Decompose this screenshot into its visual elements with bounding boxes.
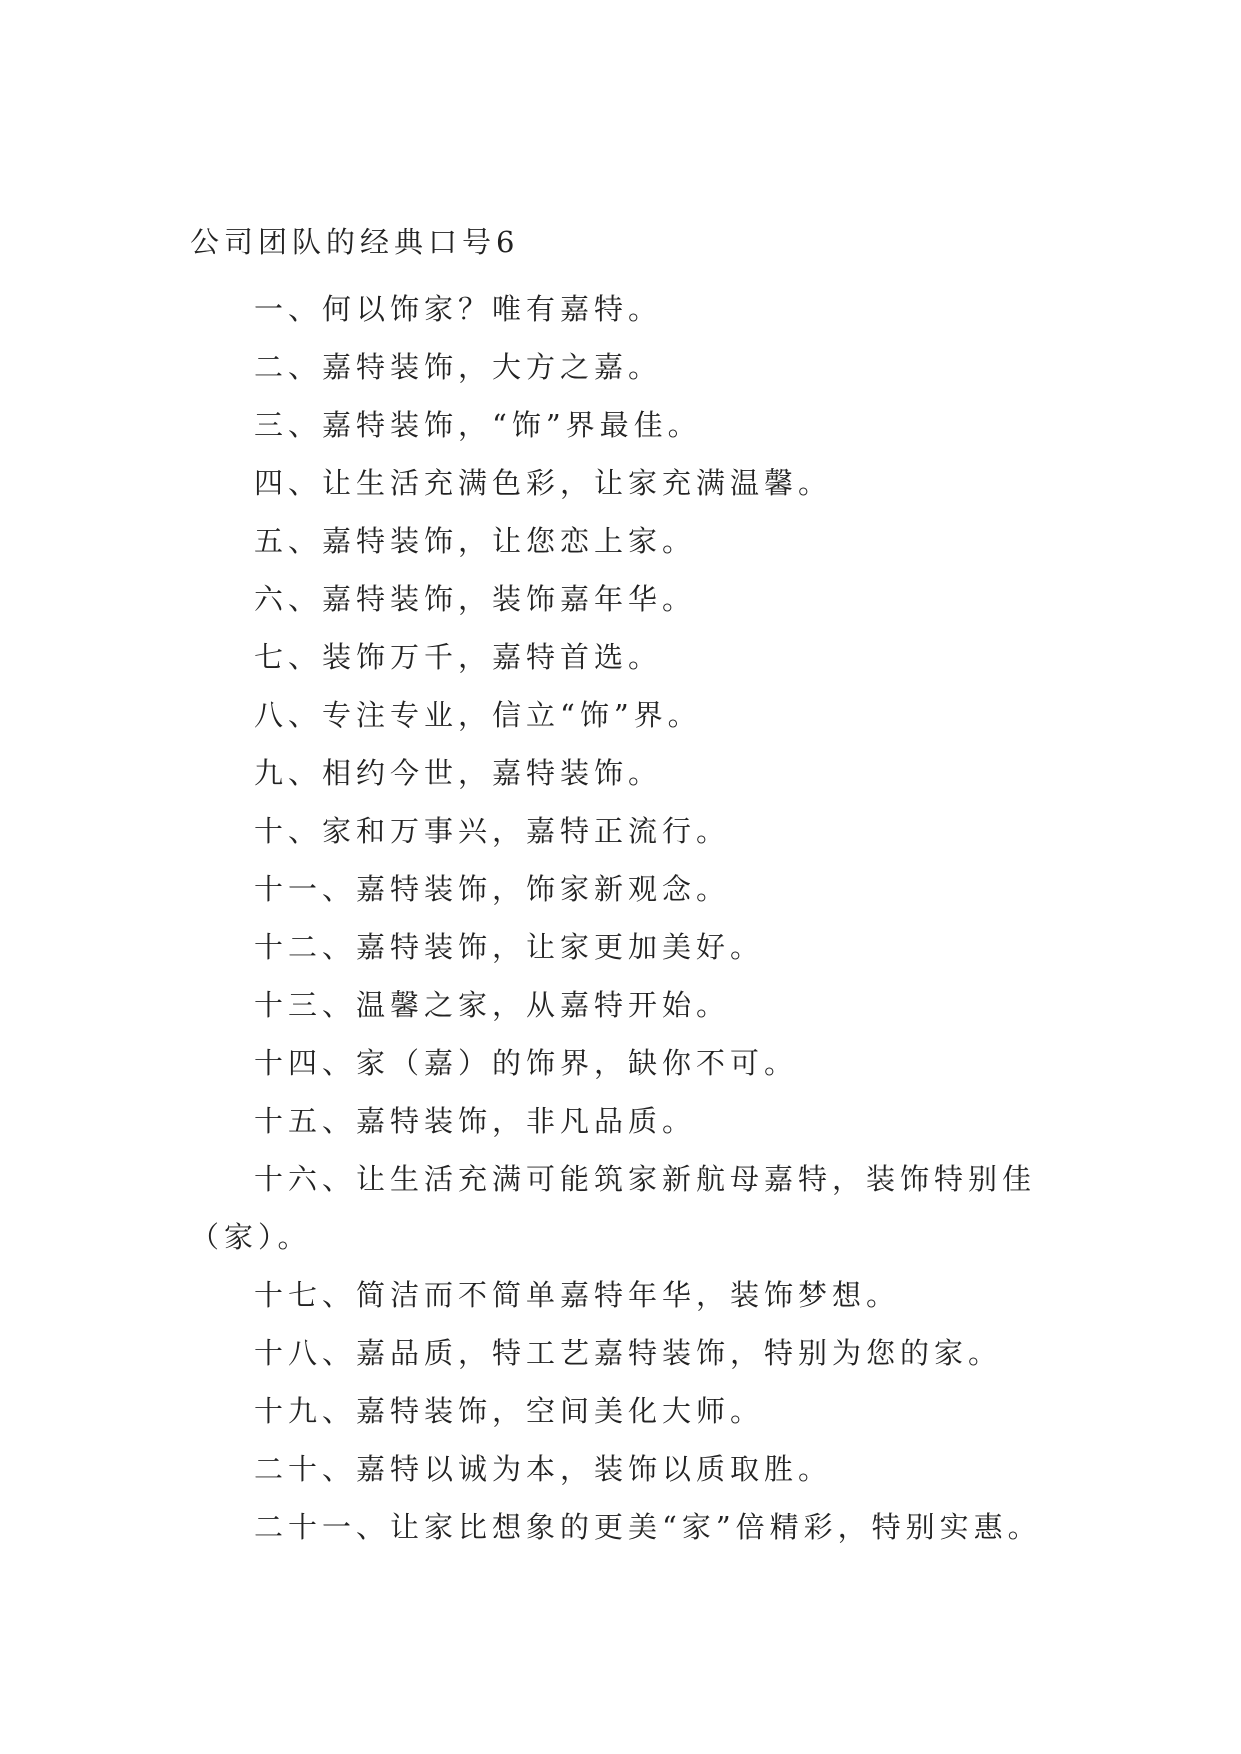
slogan-list — [190, 280, 1070, 1556]
slogan-item: 五、嘉特装饰，让您恋上家。 — [254, 524, 697, 558]
slogan-item: 十、家和万事兴，嘉特正流行。 — [254, 814, 731, 848]
slogan-item: 三、嘉特装饰，“饰”界最佳。 — [254, 408, 702, 442]
slogan-item: 十五、嘉特装饰，非凡品质。 — [254, 1104, 697, 1138]
slogan-item: 九、相约今世，嘉特装饰。 — [254, 756, 663, 790]
slogan-item: 十三、温馨之家，从嘉特开始。 — [254, 988, 731, 1022]
slogan-item: 十四、家（嘉）的饰界，缺你不可。 — [254, 1046, 799, 1080]
slogan-item: 十一、嘉特装饰，饰家新观念。 — [254, 872, 731, 906]
slogan-item: 八、专注专业，信立“饰”界。 — [254, 698, 702, 732]
slogan-item: 十二、嘉特装饰，让家更加美好。 — [254, 930, 765, 964]
slogan-item: 二十一、让家比想象的更美“家”倍精彩，特别实惠。 — [254, 1510, 1042, 1544]
slogan-item: 十六、让生活充满可能筑家新航母嘉特，装饰特别佳（家）。 — [190, 1162, 1037, 1254]
slogan-item: 十八、嘉品质，特工艺嘉特装饰，特别为您的家。 — [254, 1336, 1003, 1370]
slogan-item: 十九、嘉特装饰，空间美化大师。 — [254, 1394, 765, 1428]
slogan-item: 四、让生活充满色彩，让家充满温馨。 — [254, 466, 833, 500]
slogan-item: 二十、嘉特以诚为本，装饰以质取胜。 — [254, 1452, 833, 1486]
slogan-item: 十七、简洁而不简单嘉特年华，装饰梦想。 — [254, 1278, 901, 1312]
slogan-item: 一、何以饰家？唯有嘉特。 — [254, 292, 663, 326]
slogan-item: 二、嘉特装饰，大方之嘉。 — [254, 350, 663, 384]
slogan-item: 七、装饰万千，嘉特首选。 — [254, 640, 663, 674]
slogan-item: 六、嘉特装饰，装饰嘉年华。 — [254, 582, 697, 616]
document-title: 公司团队的经典口号6 — [190, 225, 520, 259]
